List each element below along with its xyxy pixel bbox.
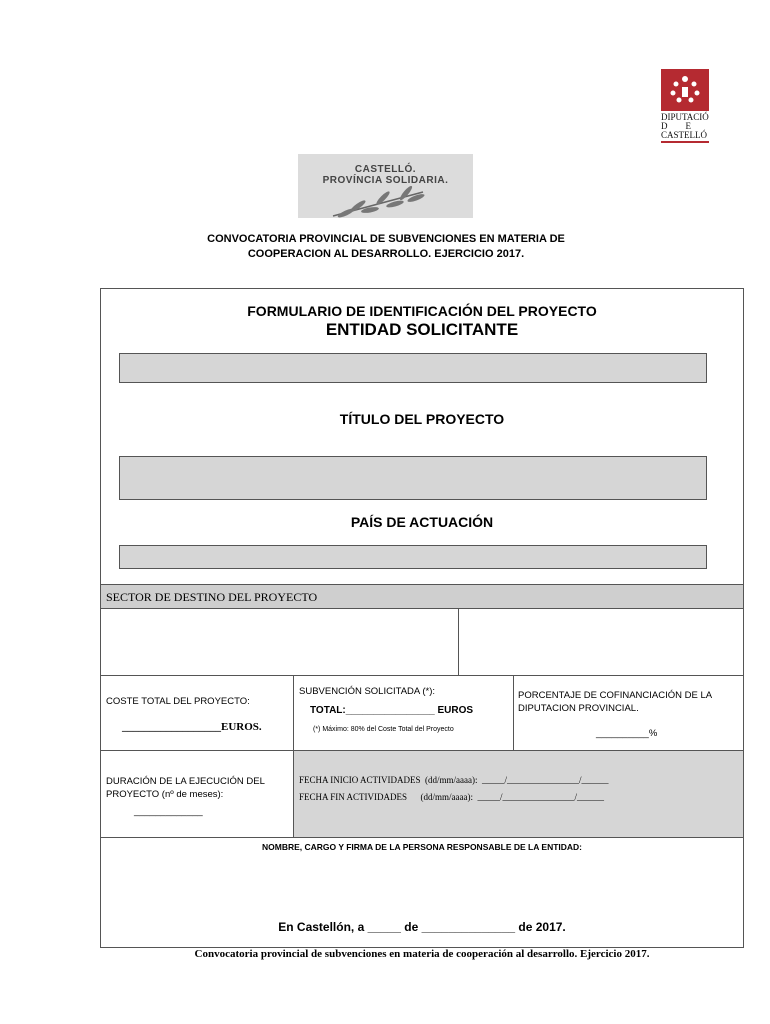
convocatoria-line1: CONVOCATORIA PROVINCIAL DE SUBVENCIONES EN MATERIA DE	[207, 233, 565, 245]
convocatoria-line2: COOPERACION AL DESARROLLO. EJERCICIO 2017.	[247, 248, 525, 260]
diputacio-logo	[661, 69, 709, 143]
page-footer: Convocatoria provincial de subvenciones en materia de cooperación al desarrollo. Ejercicio 2017.	[194, 948, 650, 960]
cofin-value[interactable]: __________%	[596, 728, 658, 739]
subsidy-label: SUBVENCIÓN SOLICITADA (*):	[299, 686, 436, 697]
country-label: PAÍS DE ACTUACIÓN	[350, 514, 494, 530]
sector-label: SECTOR DE DESTINO DEL PROYECTO	[106, 590, 318, 604]
logo-underline	[661, 141, 709, 143]
country-input[interactable]	[119, 545, 707, 569]
duration-value[interactable]: _____________	[134, 806, 203, 817]
provincia-solidaria-image	[298, 154, 473, 218]
form-title: FORMULARIO DE IDENTIFICACIÓN DEL PROYECTO	[247, 303, 597, 319]
cost-label: COSTE TOTAL DEL PROYECTO:	[106, 696, 250, 707]
cofin-cell	[513, 675, 744, 751]
dates-cell	[293, 750, 744, 838]
subsidy-total[interactable]: TOTAL:________________ EUROS	[310, 705, 474, 716]
start-date-field[interactable]: FECHA INICIO ACTIVIDADES (dd/mm/aaaa): _____/________________/______	[299, 775, 609, 785]
solidaria-line1: CASTELLÓ.	[354, 164, 417, 175]
duration-label: DURACIÓN DE LA EJECUCIÓN DEL PROYECTO (nº de meses):	[106, 776, 265, 800]
diputacio-emblem-icon	[661, 69, 709, 111]
entity-label: ENTIDAD SOLICITANTE	[325, 320, 519, 339]
diputacio-name: DIPUTACIÓ D E CASTELLÓ	[661, 112, 709, 140]
sector-field-right[interactable]	[458, 608, 744, 676]
subsidy-cell	[293, 675, 514, 751]
project-title-label: TÍTULO DEL PROYECTO	[339, 411, 505, 427]
project-title-input[interactable]	[119, 456, 707, 500]
subsidy-note: (*) Máximo: 80% del Coste Total del Proyecto	[313, 726, 454, 733]
signature-label: NOMBRE, CARGO Y FIRMA DE LA PERSONA RESPONSABLE DE LA ENTIDAD:	[261, 842, 583, 852]
olive-branch-icon	[298, 186, 473, 220]
solidaria-line2: PROVÍNCIA SOLIDARIA.	[322, 175, 449, 186]
entity-input[interactable]	[119, 353, 707, 383]
cost-cell	[100, 675, 294, 751]
end-date-field[interactable]: FECHA FIN ACTIVIDADES (dd/mm/aaaa): _____/________________/______	[299, 792, 604, 802]
cofin-label: PORCENTAJE DE COFINANCIACIÓN DE LA DIPUTACION PROVINCIAL.	[518, 690, 712, 714]
cost-value[interactable]: __________________EUROS.	[122, 721, 262, 733]
duration-cell	[100, 750, 294, 838]
place-date[interactable]: En Castellón, a _____ de ______________ de 2017.	[278, 920, 566, 934]
sector-header	[100, 584, 744, 609]
sector-field-left[interactable]	[100, 608, 459, 676]
